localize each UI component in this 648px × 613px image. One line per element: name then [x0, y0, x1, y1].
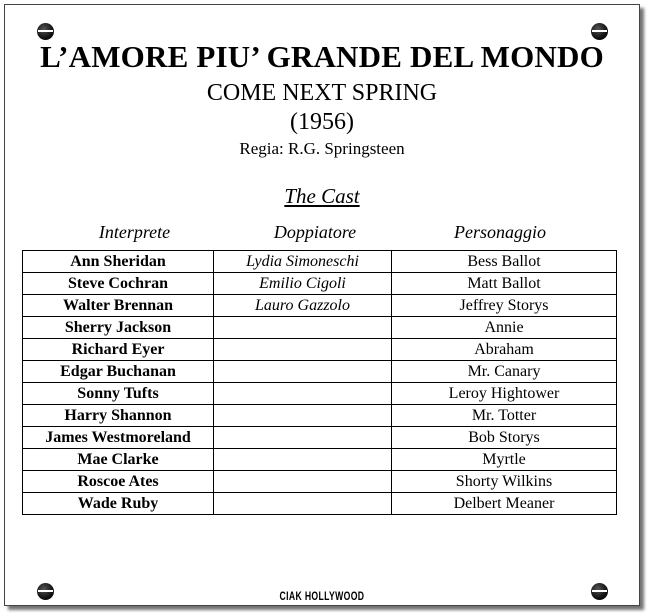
cast-character: Mr. Totter: [392, 405, 617, 427]
original-title: COME NEXT SPRING: [206, 80, 438, 106]
cast-character: Myrtle: [392, 449, 617, 471]
italian-title: L’AMORE PIU’ GRANDE DEL MONDO: [40, 39, 604, 74]
table-row: [23, 405, 617, 427]
cast-actor: James Westmoreland: [23, 427, 214, 449]
cast-character: Bob Storys: [392, 427, 617, 449]
cast-dubber: Lauro Gazzolo: [214, 295, 392, 317]
ciak-hollywood-logo: CIAK HOLLYWOOD: [279, 589, 365, 603]
cast-actor: Richard Eyer: [23, 339, 214, 361]
table-row: [23, 361, 617, 383]
cast-character: Delbert Meaner: [392, 493, 617, 515]
cast-character: Annie: [392, 317, 617, 339]
cast-actor: Wade Ruby: [23, 493, 214, 515]
cast-character: Jeffrey Storys: [392, 295, 617, 317]
cast-actor: Harry Shannon: [23, 405, 214, 427]
cast-dubber: Emilio Cigoli: [214, 273, 392, 295]
table-row: [23, 493, 617, 515]
cast-dubber: [214, 339, 392, 361]
cast-dubber: Lydia Simoneschi: [214, 251, 392, 273]
table-row: [23, 427, 617, 449]
director-credit: Regia: R.G. Springsteen: [239, 139, 405, 158]
cast-character: Matt Ballot: [392, 273, 617, 295]
table-row: [23, 471, 617, 493]
cast-character: Shorty Wilkins: [392, 471, 617, 493]
cast-dubber: [214, 361, 392, 383]
cast-actor: Mae Clarke: [23, 449, 214, 471]
cast-actor: Steve Cochran: [23, 273, 214, 295]
table-row: [23, 383, 617, 405]
cast-character: Leroy Hightower: [392, 383, 617, 405]
cast-heading: The Cast: [284, 184, 360, 208]
cast-dubber: [214, 493, 392, 515]
cast-dubber: [214, 383, 392, 405]
cast-dubber: [214, 427, 392, 449]
cast-actor: Roscoe Ates: [23, 471, 214, 493]
cast-actor: Sonny Tufts: [23, 383, 214, 405]
column-header-dubber: Doppiatore: [273, 222, 357, 242]
table-row: [23, 317, 617, 339]
table-row: [23, 339, 617, 361]
column-header-character: Personaggio: [454, 222, 546, 242]
table-row: [23, 295, 617, 317]
cast-table: [22, 250, 617, 515]
release-year: (1956): [290, 109, 354, 135]
cast-actor: Walter Brennan: [23, 295, 214, 317]
cast-character: Abraham: [392, 339, 617, 361]
table-row: [23, 449, 617, 471]
cast-sheet: [4, 4, 640, 606]
cast-dubber: [214, 449, 392, 471]
cast-actor: Sherry Jackson: [23, 317, 214, 339]
cast-dubber: [214, 471, 392, 493]
cast-actor: Ann Sheridan: [23, 251, 214, 273]
cast-actor: Edgar Buchanan: [23, 361, 214, 383]
screw-icon: [37, 23, 54, 40]
cast-character: Mr. Canary: [392, 361, 617, 383]
screw-icon: [591, 23, 608, 40]
table-row: [23, 251, 617, 273]
column-header-actor: Interprete: [98, 222, 171, 242]
cast-dubber: [214, 405, 392, 427]
table-row: [23, 273, 617, 295]
cast-character: Bess Ballot: [392, 251, 617, 273]
cast-dubber: [214, 317, 392, 339]
